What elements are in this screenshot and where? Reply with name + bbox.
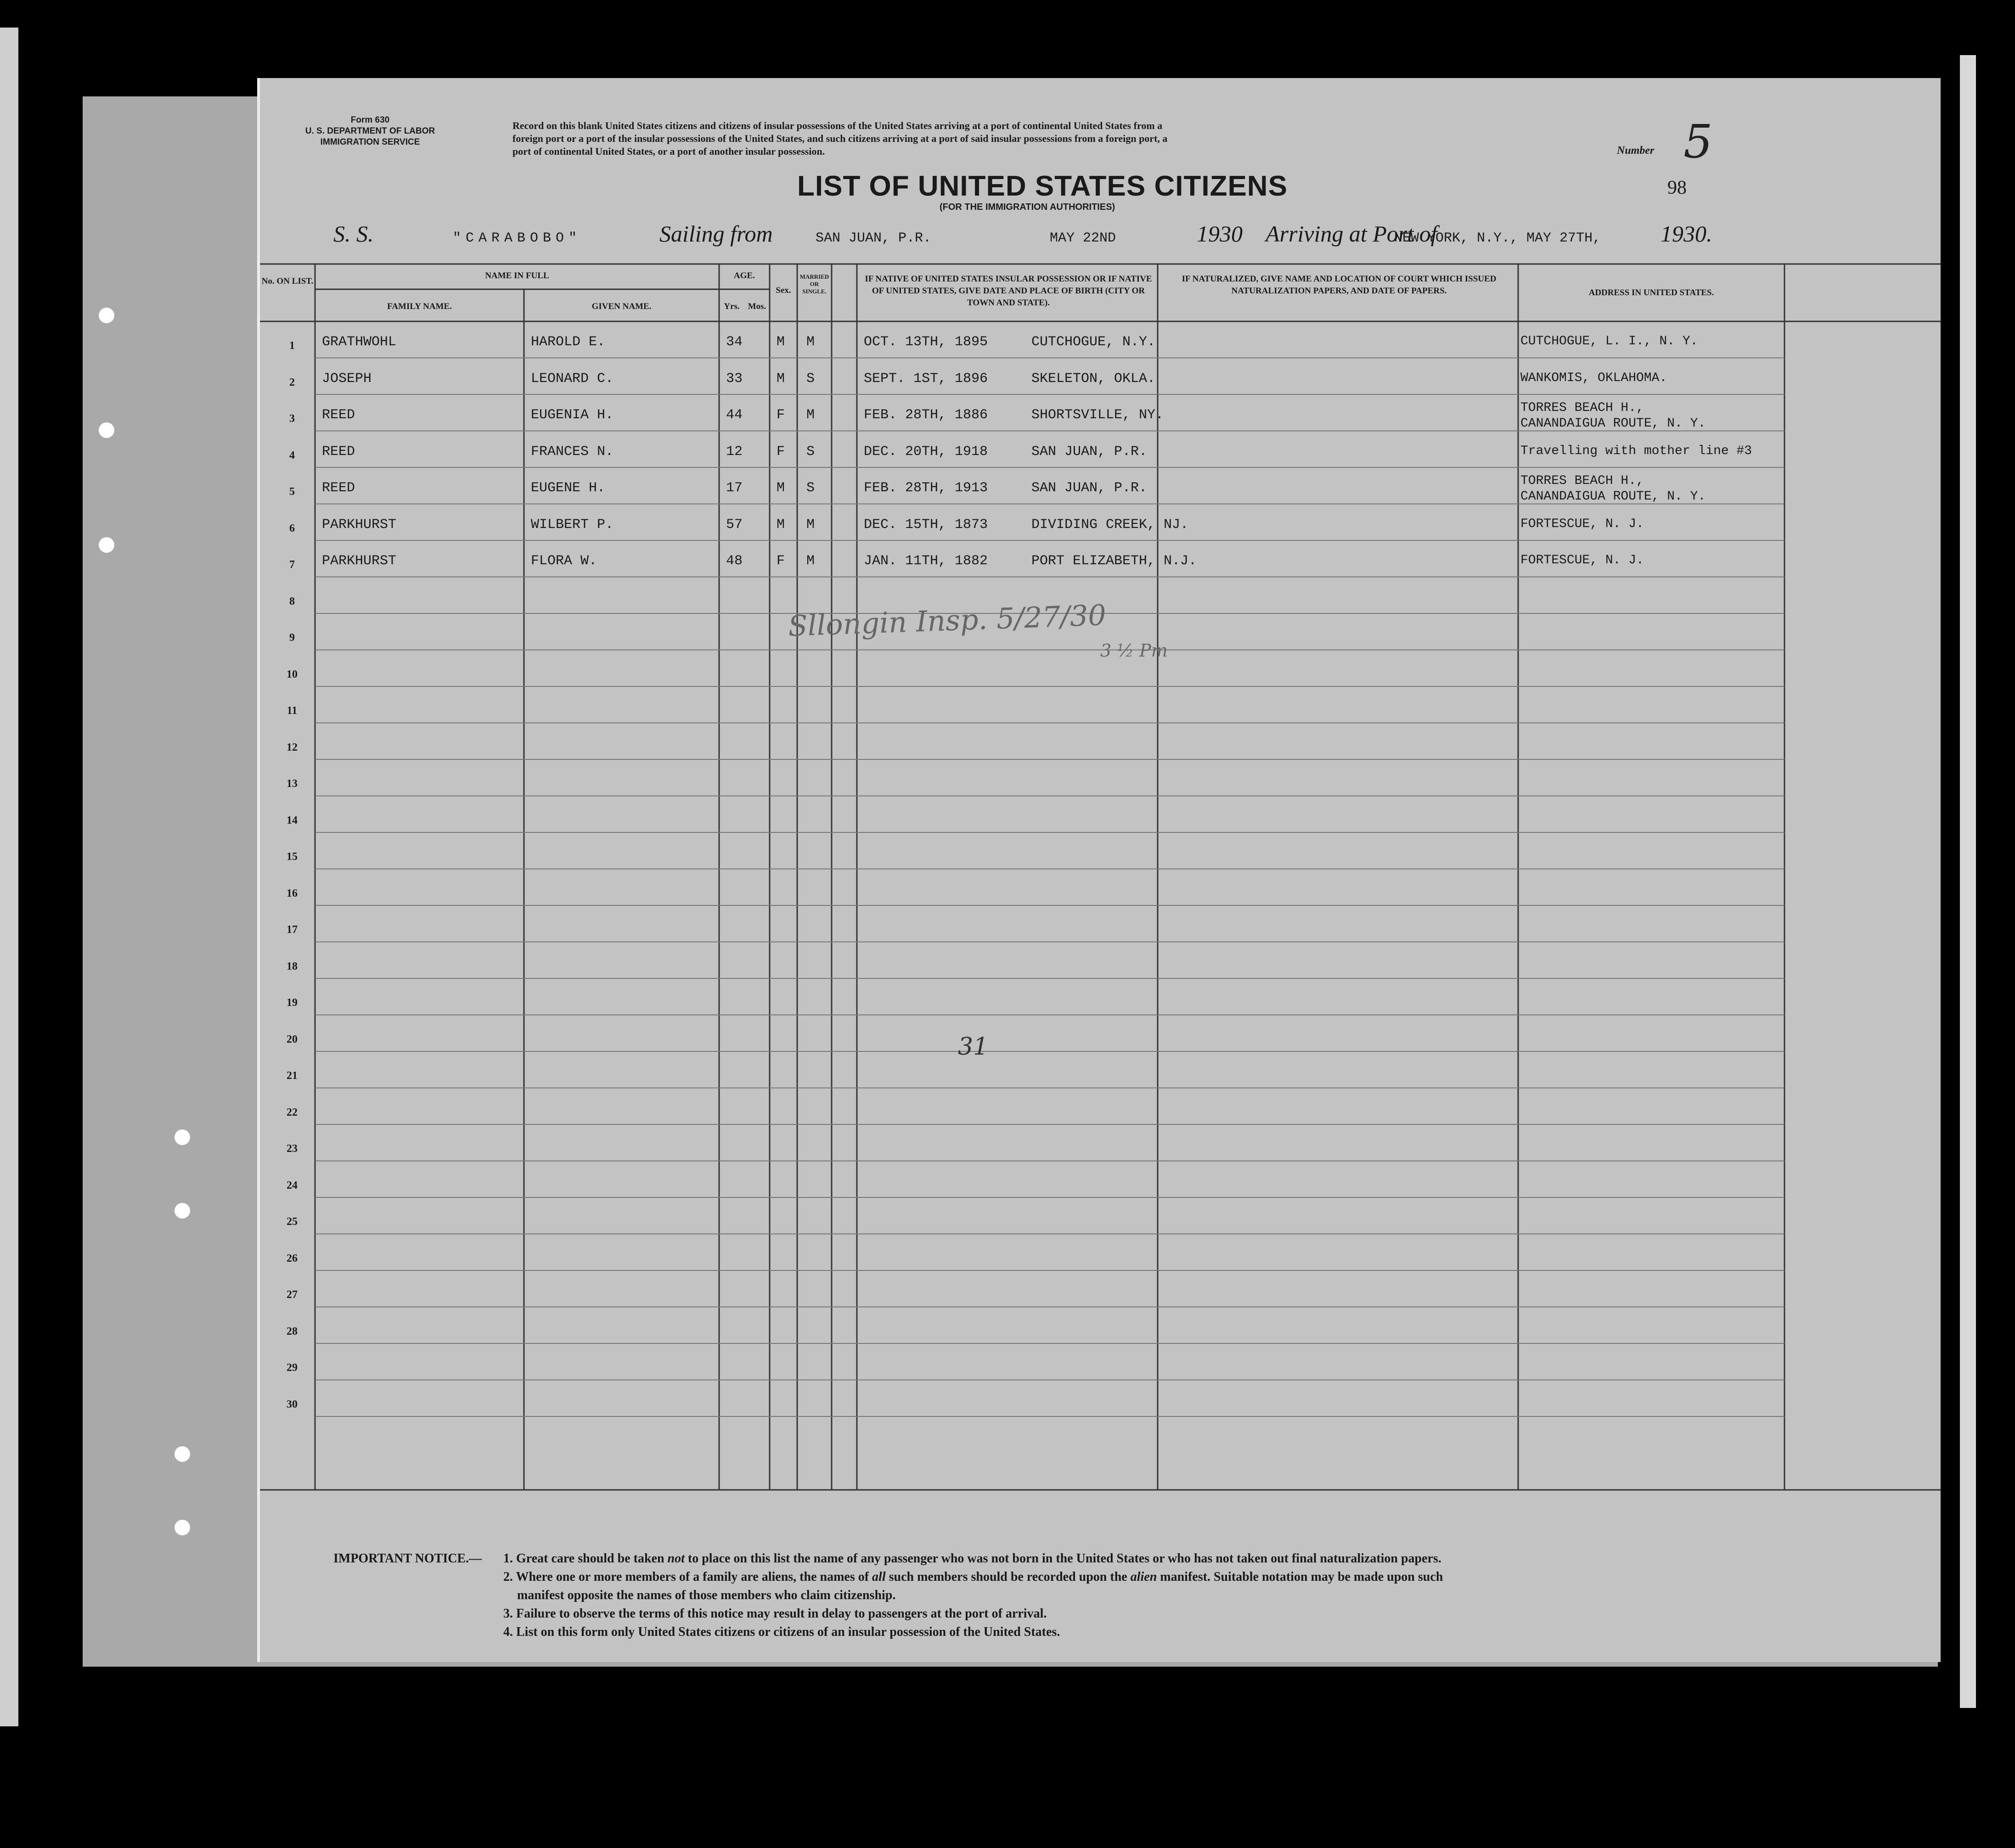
binder-hole — [174, 1520, 190, 1535]
passenger-age: 12 — [726, 444, 743, 460]
row-number: 19 — [287, 997, 298, 1009]
ship-name: "CARABOBO" — [453, 230, 582, 246]
passenger-sex: F — [777, 407, 785, 423]
passenger-birth-date: FEB. 28TH, 1913 — [864, 480, 988, 496]
notice-item-1-text-end: to place on this list the name of any passenger who was not born in the United States or who has not taken out final naturalization papers. — [684, 1551, 1441, 1566]
passenger-marital-status: S — [806, 480, 815, 496]
passenger-marital-status: M — [806, 553, 815, 569]
passenger-given-name: EUGENIA H. — [531, 407, 614, 423]
passenger-age: 33 — [726, 371, 743, 387]
notice-heading: IMPORTANT NOTICE.— — [333, 1551, 482, 1566]
header-name-in-full: NAME IN FULL — [485, 271, 549, 281]
passenger-birth-date: SEPT. 1ST, 1896 — [864, 371, 988, 387]
passenger-age: 44 — [726, 407, 743, 423]
page-number: 98 — [1667, 177, 1687, 198]
notice-item-2-continued: manifest opposite the names of those members who claim citizenship. — [517, 1588, 896, 1602]
passenger-birth-date: FEB. 28TH, 1886 — [864, 407, 988, 423]
header-yrs: Yrs. — [724, 302, 740, 311]
row-number: 2 — [289, 376, 295, 388]
row-number: 17 — [287, 924, 298, 936]
binder-hole — [99, 308, 114, 323]
passenger-family-name: PARKHURST — [322, 517, 397, 533]
row-number: 22 — [287, 1106, 298, 1118]
header-birth: IF NATIVE OF UNITED STATES INSULAR POSSESSION OR IF NATIVE OF UNITED STATES, GIVE DATE AND PLACE OF BIRTH (CITY OR TOWN AND STATE). — [865, 274, 1152, 308]
passenger-address-line-1: TORRES BEACH H., — [1520, 474, 1644, 488]
notice-item-1-emphasis: not — [667, 1551, 685, 1566]
table-grid — [260, 78, 1941, 1662]
passenger-marital-status: M — [806, 517, 815, 533]
passenger-birth-place: SAN JUAN, P.R. — [1031, 480, 1148, 496]
row-number: 15 — [287, 851, 298, 863]
row-number: 7 — [289, 559, 295, 571]
header-naturalized: IF NATURALIZED, GIVE NAME AND LOCATION OF COURT WHICH ISSUED NATURALIZATION PAPERS, AND DATE OF PAPERS. — [1182, 274, 1497, 296]
passenger-address-line-1: FORTESCUE, N. J. — [1520, 553, 1644, 567]
passenger-family-name: REED — [322, 480, 355, 496]
passenger-family-name: JOSEPH — [322, 371, 372, 387]
center-number: 31 — [958, 1033, 989, 1061]
passenger-family-name: GRATHWOHL — [322, 334, 397, 350]
row-number: 23 — [287, 1143, 298, 1155]
row-number: 30 — [287, 1398, 298, 1410]
service-name: IMMIGRATION SERVICE — [320, 137, 420, 147]
header-sex: Sex. — [776, 286, 791, 295]
passenger-address-line-2: CANANDAIGUA ROUTE, N. Y. — [1520, 489, 1706, 504]
passenger-age: 57 — [726, 517, 743, 533]
row-number: 26 — [287, 1252, 298, 1264]
row-number: 10 — [287, 668, 298, 680]
sailing-label: Sailing from — [659, 221, 773, 247]
arrival-year: 1930. — [1660, 221, 1712, 247]
row-number: 6 — [289, 522, 295, 534]
passenger-birth-place: SHORTSVILLE, NY. — [1031, 407, 1164, 423]
intro-line-1: Record on this blank United States citizens and citizens of insular possessions of the United States arriving at a port of continental United States from a — [512, 120, 1163, 131]
notice-item-2-emphasis-all: all — [872, 1570, 886, 1584]
notice-item-1 — [503, 1550, 1441, 1568]
left-film-strip — [0, 28, 18, 1726]
row-number: 4 — [289, 449, 295, 461]
passenger-sex: F — [777, 553, 785, 569]
passenger-marital-status: S — [806, 371, 815, 387]
row-number: 8 — [289, 595, 295, 607]
passenger-given-name: EUGENE H. — [531, 480, 606, 496]
sailing-port: SAN JUAN, P.R. — [816, 230, 932, 246]
department-name: U. S. DEPARTMENT OF LABOR — [305, 126, 435, 136]
passenger-address-line-1: FORTESCUE, N. J. — [1520, 517, 1644, 531]
header-married-single: MARRIED OR SINGLE. — [799, 273, 829, 295]
passenger-marital-status: M — [806, 334, 815, 350]
passenger-birth-date: OCT. 13TH, 1895 — [864, 334, 988, 350]
passenger-sex: M — [777, 371, 785, 387]
row-number: 25 — [287, 1216, 298, 1228]
passenger-marital-status: S — [806, 444, 815, 460]
binder-hole — [174, 1129, 190, 1145]
binder-hole — [99, 422, 114, 438]
page-subtitle: (FOR THE IMMIGRATION AUTHORITIES) — [940, 202, 1115, 212]
passenger-family-name: PARKHURST — [322, 553, 397, 569]
header-family-name: FAMILY NAME. — [387, 302, 452, 311]
passenger-birth-date: DEC. 20TH, 1918 — [864, 444, 988, 460]
passenger-sex: F — [777, 444, 785, 460]
header-given-name: GIVEN NAME. — [591, 302, 652, 311]
row-number: 13 — [287, 778, 298, 790]
passenger-address-line-1: TORRES BEACH H., — [1520, 401, 1644, 415]
sailing-year: 1930 — [1197, 221, 1243, 247]
row-number: 28 — [287, 1325, 298, 1337]
intro-line-3: port of continental United States, or a port of another insular possession. — [512, 146, 825, 157]
notice-item-4: 4. List on this form only United States citizens or citizens of an insular possession of the United States. — [503, 1625, 1060, 1639]
passenger-address-line-1: CUTCHOGUE, L. I., N. Y. — [1520, 334, 1698, 348]
binder-hole — [174, 1203, 190, 1219]
row-number: 9 — [289, 632, 295, 644]
row-number: 11 — [287, 705, 298, 717]
notice-item-2-text: 2. Where one or more members of a family are aliens, the names of — [503, 1570, 872, 1584]
row-number: 14 — [287, 814, 298, 826]
row-number: 21 — [287, 1070, 298, 1082]
passenger-sex: M — [777, 517, 785, 533]
passenger-birth-place: PORT ELIZABETH, N.J. — [1031, 553, 1197, 569]
passenger-sex: M — [777, 334, 785, 350]
passenger-given-name: FLORA W. — [531, 553, 597, 569]
header-age: AGE. — [734, 271, 755, 281]
passenger-birth-date: DEC. 15TH, 1873 — [864, 517, 988, 533]
passenger-birth-place: SKELETON, OKLA. — [1031, 371, 1156, 387]
notice-item-3: 3. Failure to observe the terms of this notice may result in delay to passengers at the port of arrival. — [503, 1606, 1047, 1621]
passenger-address-line-1: WANKOMIS, OKLAHOMA. — [1520, 371, 1667, 385]
row-number: 20 — [287, 1033, 298, 1045]
row-number: 27 — [287, 1289, 298, 1301]
notice-item-1-text: 1. Great care should be taken — [503, 1551, 668, 1566]
row-number: 12 — [287, 741, 298, 753]
row-number: 5 — [289, 486, 295, 498]
notice-item-2-text-end: manifest. Suitable notation may be made upon such — [1157, 1570, 1443, 1584]
citizen-manifest-page — [257, 78, 1941, 1662]
header-mos: Mos. — [748, 302, 766, 311]
time-annotation: 3 ½ Pm — [1100, 640, 1168, 661]
passenger-given-name: HAROLD E. — [531, 334, 606, 350]
passenger-sex: M — [777, 480, 785, 496]
header-no-on-list: No. ON LIST. — [261, 276, 314, 286]
passenger-address-line-1: Travelling with mother line #3 — [1520, 444, 1752, 458]
passenger-age: 48 — [726, 553, 743, 569]
passenger-birth-place: DIVIDING CREEK, NJ. — [1031, 517, 1189, 533]
passenger-marital-status: M — [806, 407, 815, 423]
number-label: Number — [1617, 145, 1655, 157]
arriving-label: Arriving at Port of — [1266, 221, 1437, 247]
sailing-date: MAY 22ND — [1050, 230, 1116, 246]
page-title: LIST OF UNITED STATES CITIZENS — [797, 170, 1288, 202]
passenger-family-name: REED — [322, 407, 355, 423]
passenger-given-name: WILBERT P. — [531, 517, 614, 533]
notice-item-2-text-mid: such members should be recorded upon the — [885, 1570, 1131, 1584]
row-number: 24 — [287, 1179, 298, 1191]
passenger-address-line-2: CANANDAIGUA ROUTE, N. Y. — [1520, 416, 1706, 431]
intro-line-2: foreign port or a port of the insular possessions of the United States, and such citizens arriving at a port of said insular possessions from a foreign port, a — [512, 133, 1168, 144]
row-number: 3 — [289, 413, 295, 425]
arrival-port-date: NEW YORK, N.Y., MAY 27TH, — [1394, 230, 1601, 246]
binder-hole — [174, 1446, 190, 1462]
passenger-given-name: FRANCES N. — [531, 444, 614, 460]
passenger-birth-place: CUTCHOGUE, N.Y. — [1031, 334, 1156, 350]
row-number: 18 — [287, 960, 298, 972]
passenger-family-name: REED — [322, 444, 355, 460]
notice-item-2 — [503, 1568, 1443, 1586]
row-number: 16 — [287, 887, 298, 899]
passenger-birth-place: SAN JUAN, P.R. — [1031, 444, 1148, 460]
notice-item-2-emphasis-alien: alien — [1130, 1570, 1157, 1584]
row-number: 1 — [289, 340, 295, 352]
passenger-birth-date: JAN. 11TH, 1882 — [864, 553, 988, 569]
passenger-age: 34 — [726, 334, 743, 350]
binder-hole — [99, 537, 114, 553]
number-value: 5 — [1683, 115, 1713, 169]
right-film-strip — [1960, 55, 1976, 1708]
passenger-given-name: LEONARD C. — [531, 371, 614, 387]
passenger-age: 17 — [726, 480, 743, 496]
ss-label: S. S. — [333, 221, 374, 247]
header-address: ADDRESS IN UNITED STATES. — [1588, 288, 1714, 298]
form-number: Form 630 — [350, 115, 390, 125]
inspection-annotation: Sllongin Insp. 5/27/30 — [787, 598, 1107, 643]
row-number: 29 — [287, 1362, 298, 1374]
